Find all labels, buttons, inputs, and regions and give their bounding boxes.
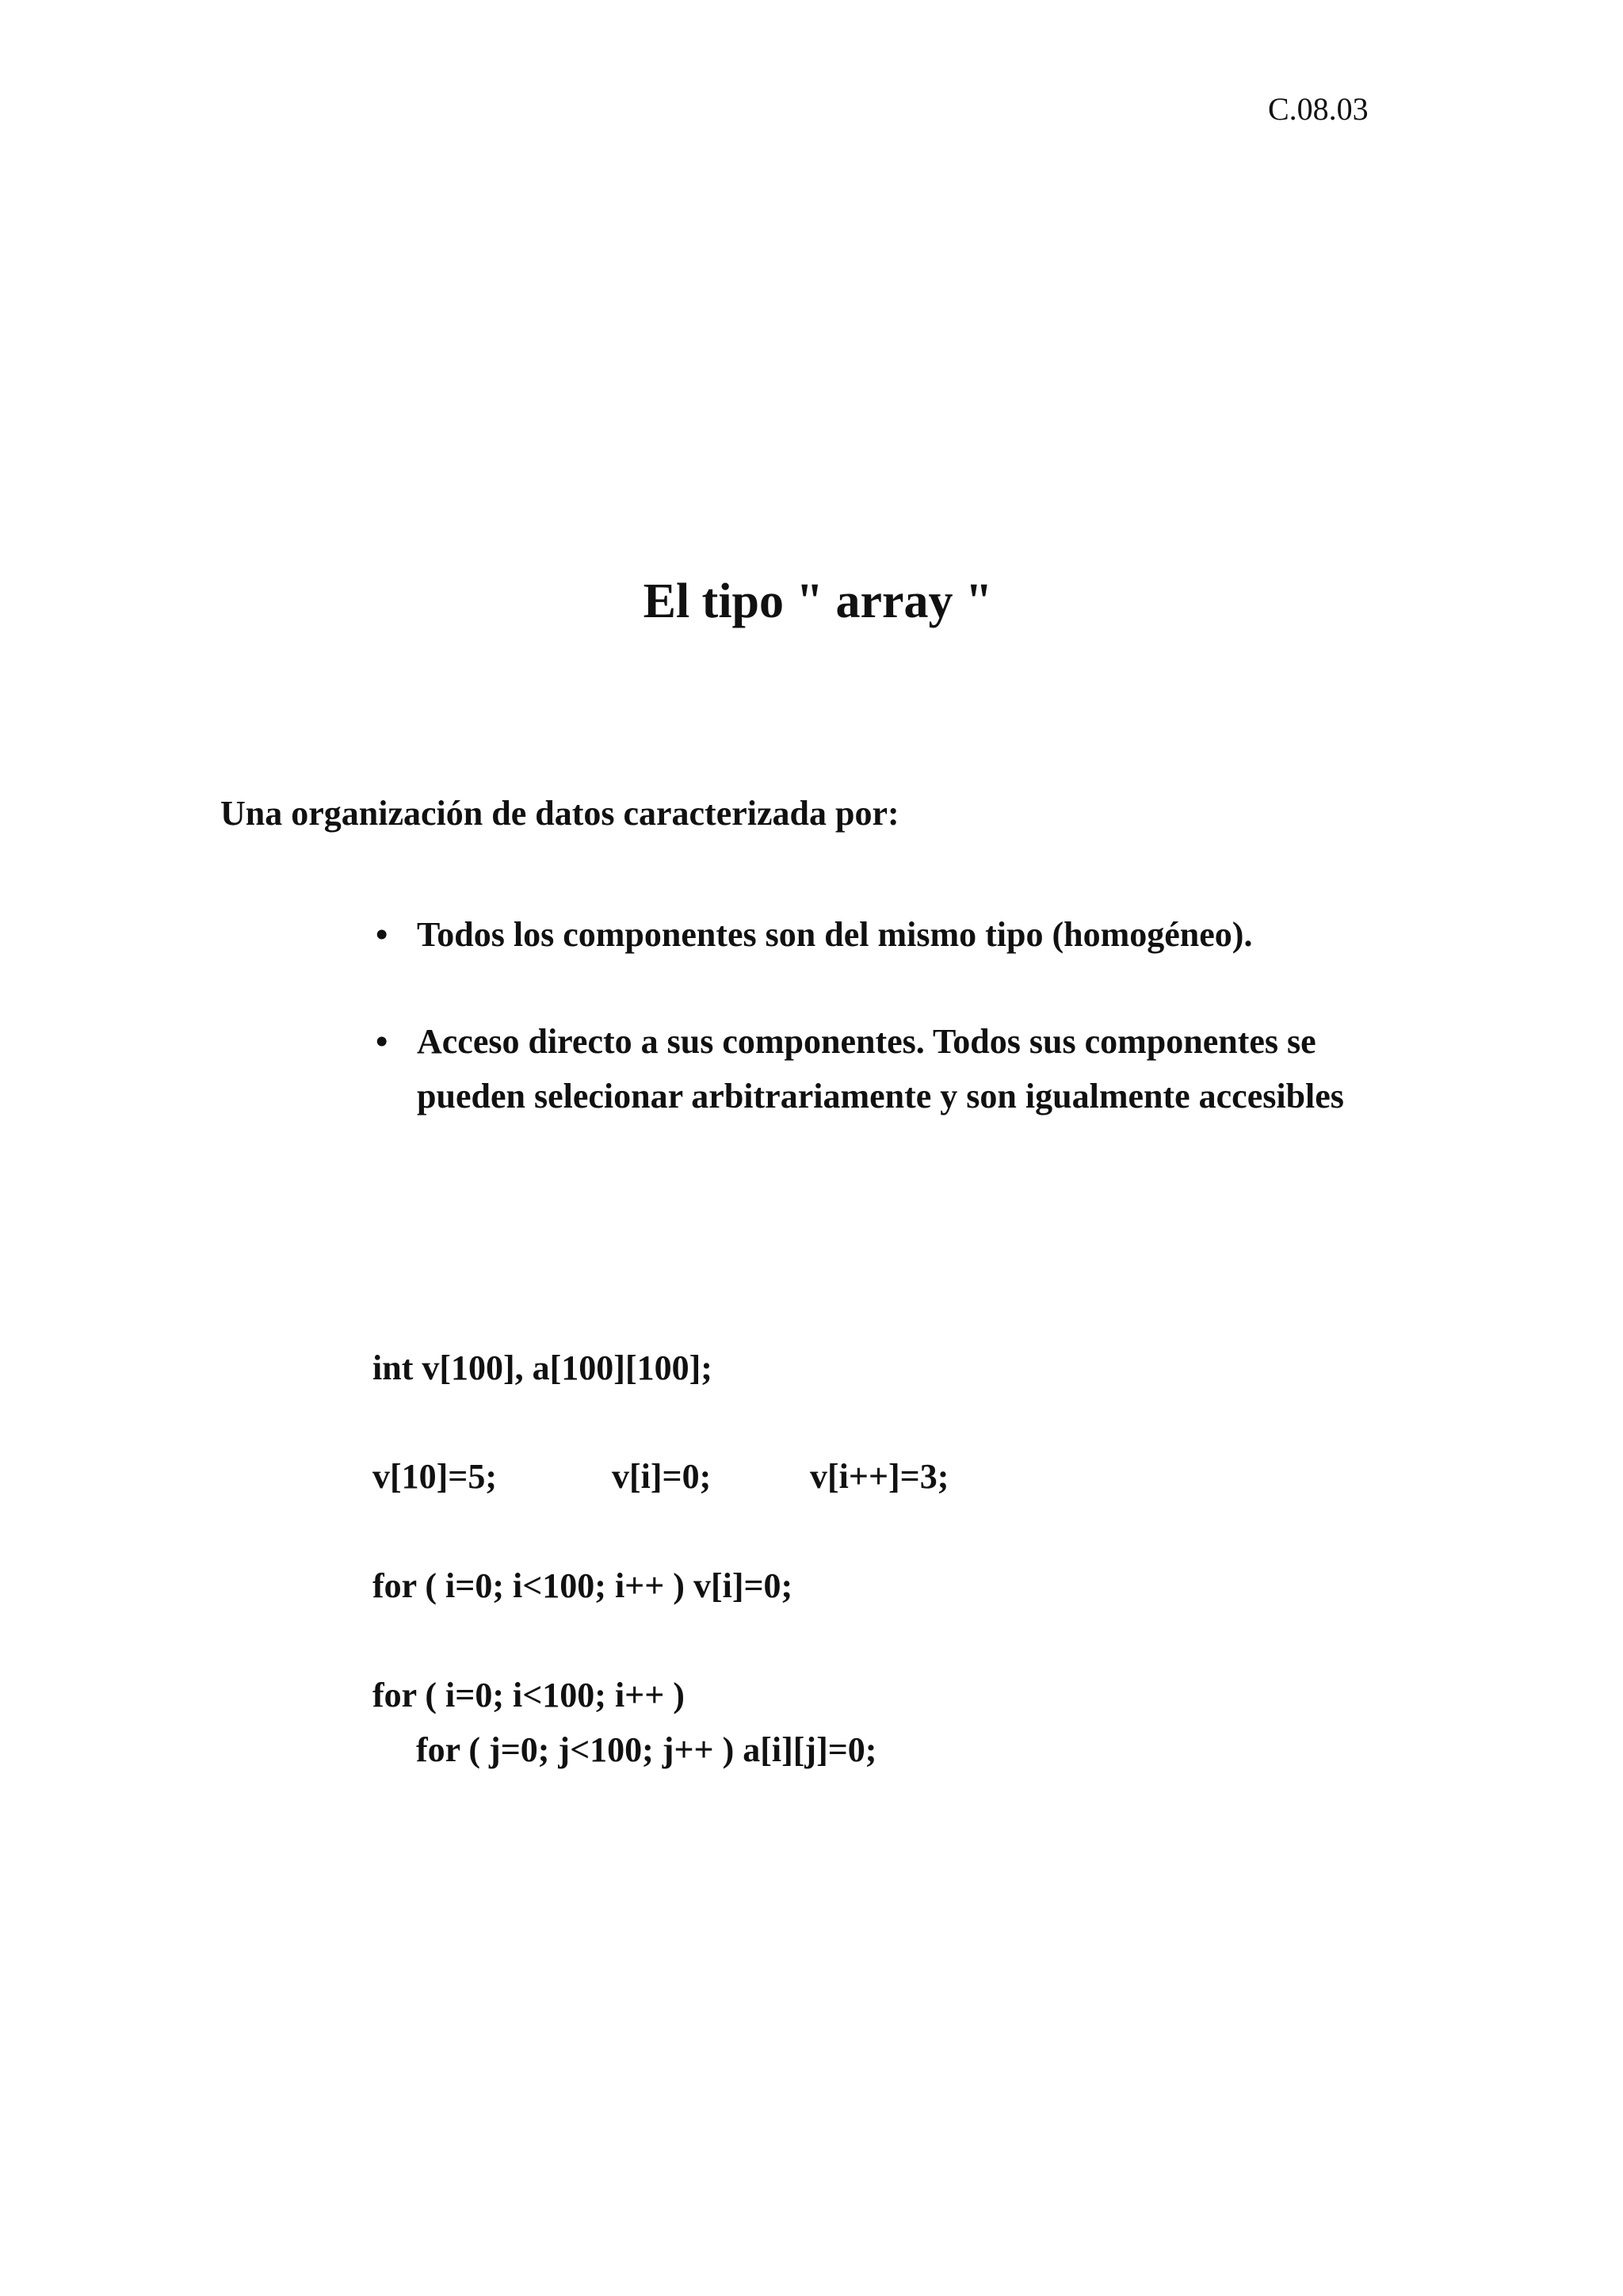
intro-text: Una organización de datos caracterizada por: bbox=[220, 794, 899, 833]
code-loop-single: for ( i=0; i<100; i++ ) v[i]=0; bbox=[372, 1566, 793, 1605]
bullet-dot-icon: • bbox=[376, 1022, 388, 1061]
bullet-item bbox=[372, 1014, 1419, 1123]
bullet-item bbox=[372, 907, 1419, 962]
code-loop-outer: for ( i=0; i<100; i++ ) bbox=[372, 1676, 685, 1714]
bullet-text: Todos los componentes son del mismo tipo (homogéneo). bbox=[417, 915, 1253, 954]
bullet-dot-icon: • bbox=[376, 915, 388, 954]
page-title: El tipo " array " bbox=[643, 574, 993, 628]
bullet-list bbox=[372, 907, 1419, 1176]
code-loop-inner: for ( j=0; j<100; j++ ) a[i][j]=0; bbox=[416, 1730, 877, 1769]
code-assignment: v[10]=5; bbox=[372, 1457, 498, 1496]
code-assignment: v[i]=0; bbox=[612, 1457, 712, 1496]
bullet-text: Acceso directo a sus componentes. Todos sus componentes se pueden selecionar arbitrariamente y son igualmente accesibles bbox=[417, 1022, 1344, 1116]
code-assignment: v[i++]=3; bbox=[810, 1457, 949, 1496]
page-code: C.08.03 bbox=[1268, 91, 1369, 127]
code-declaration: int v[100], a[100][100]; bbox=[372, 1348, 712, 1387]
